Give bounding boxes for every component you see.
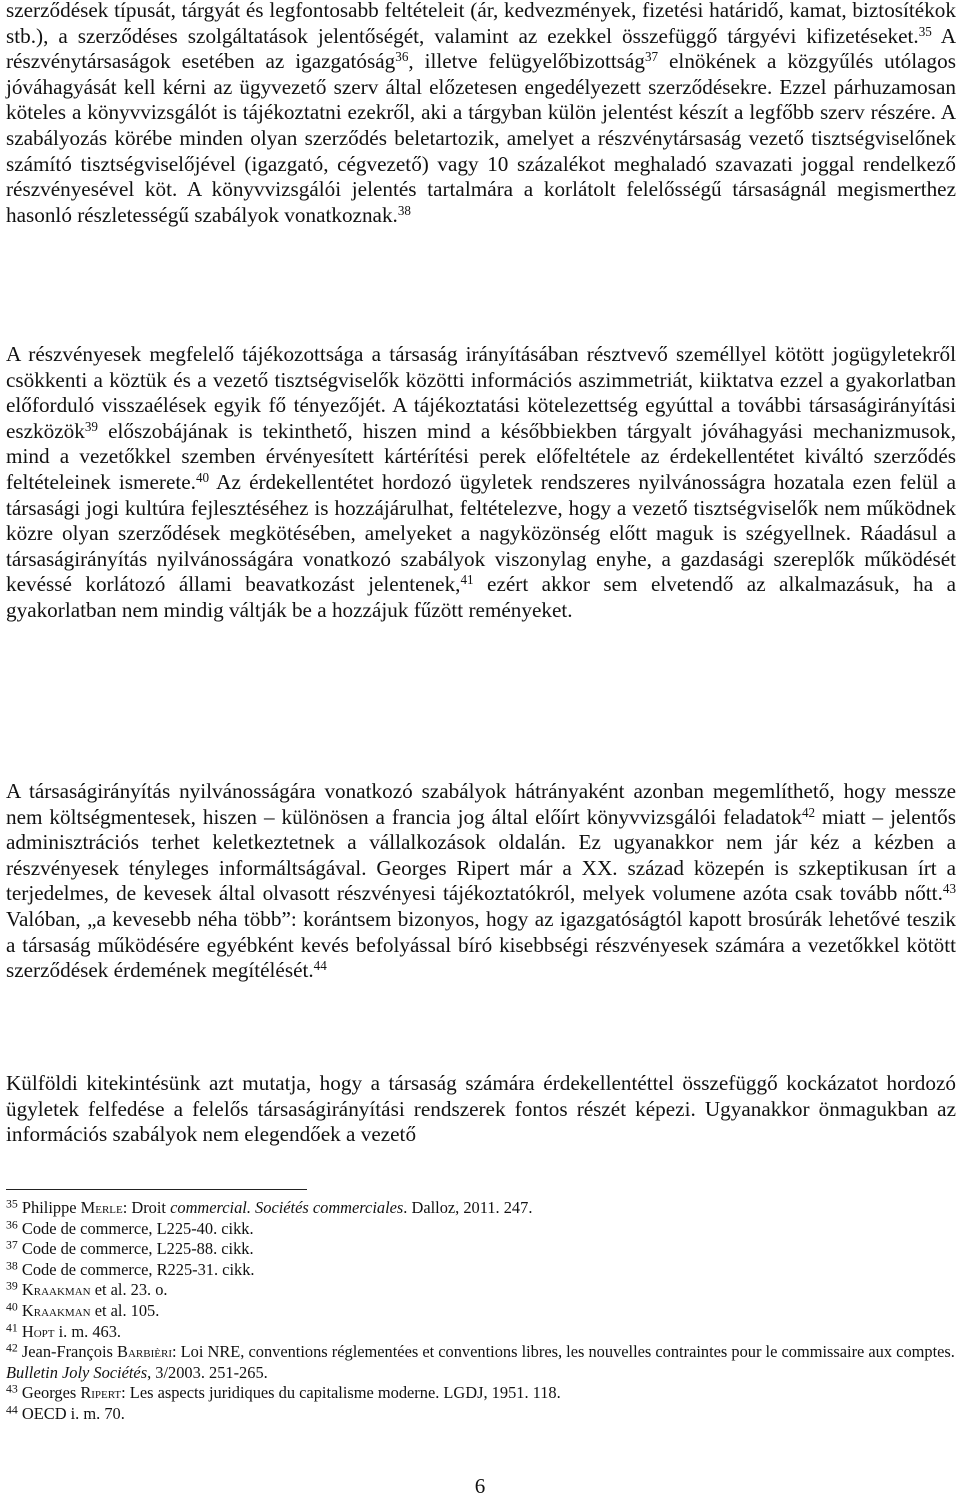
- footnote-ref[interactable]: 42: [801, 804, 816, 820]
- paragraph-3: [6, 779, 956, 984]
- page-number: 6: [474, 1474, 486, 1498]
- footnote-ref[interactable]: 35: [918, 23, 932, 39]
- footnote-36: $^{36}$ Code de commerce, L225-40. cikk.: [6, 1217, 254, 1238]
- footnote-ref[interactable]: 44: [313, 957, 327, 973]
- footnote-number: 41: [6, 1320, 18, 1335]
- footnote-ref[interactable]: 43: [942, 881, 956, 897]
- footnote-ref[interactable]: 41: [460, 572, 474, 588]
- work-title: commercial. Sociétés commerciales: [170, 1198, 404, 1217]
- author-name: Hopt: [21, 1321, 55, 1341]
- footnote-number: 38: [6, 1258, 18, 1273]
- footnotes: [6, 1198, 956, 1425]
- paragraph-text: Az érdekellentétet hordozó ügyletek rendszeres nyilvánosságra hozatala ezen felül a társasági jogi kultúra fejlesztéséhez is hozzájárulhat, feltételezve, hogy a vezető tisztségviselők nem működnek közre olyan szerződések megkötésében, amelyeket a nagyközönség előtt maguk is szégyellnek. Ráadásul a társaságirányítás nyilvánosságára vonatkozó szabályok viszonylag enyhe, a gazdasági szereplők működését kevéssé korlátozó állami beavatkozást jelentenek,: [6, 469, 956, 597]
- footnote-number: 35: [6, 1196, 18, 1211]
- work-title: Bulletin Joly Sociétés: [6, 1362, 148, 1382]
- footnote-44: $^{44}$ OECD i. m. 70.: [6, 1402, 125, 1423]
- paragraph-2: [6, 342, 956, 624]
- footnote-41: $^{41}$ Hopt i. m. 463.: [6, 1320, 122, 1341]
- footnote-43: $^{43}$ Georges Ripert: Les aspects juridiques du capitalisme moderne. LGDJ, 1951. 118.: [6, 1382, 561, 1403]
- paragraph-text: előszobájának is tekinthető, hiszen mind a későbbiekben tárgyalt jóváhagyási mechanizmusok, mind a vezetőkkel szemben érvényesített kártérítési perek előfeltétele az érdekellentétet kiváltó szerződés feltételeinek ismerete.: [6, 418, 956, 494]
- paragraph-text: , illetve felügyelőbizottság: [408, 49, 645, 74]
- paragraph-text: Külföldi kitekintésünk azt mutatja, hogy a társaság számára érdekellentéttel összefüggő kockázatot hordozó ügyletek felfedése a felelős társaságirányítási rendszerek fontos részét képezi. Ugyanakkor önmagukban az információs szabályok nem elegendőek a vezető: [6, 1071, 956, 1147]
- paragraph-text: A részvényesek megfelelő tájékozottsága a társaság irányításában résztvevő személlyel kötött jogügyletekről csökkenti a köztük és a vezető tisztségviselők közötti információs aszimmetriát, kiiktatva ezzel a gyakorlatban előforduló visszaélések egyik fő tényezőjét. A tájékoztatási kötelezettség egyúttal a további társaságirányítási eszközök: [6, 342, 956, 443]
- footnote-ref[interactable]: 40: [195, 469, 210, 485]
- author-name: Kraakman: [21, 1300, 91, 1320]
- paragraph-1: [6, 0, 956, 228]
- footnote-37: $^{37}$ Code de commerce, L225-88. cikk.: [6, 1237, 254, 1259]
- author-name: Merle: [80, 1198, 123, 1217]
- paragraph-text: miatt – jelentős adminisztrációs terhet keletkeztetnek a vállalkozások oldalán. Ez ugyanakkor nem jár kéz a kézben a részvényesek tényleges informáltságával. Georges Ripert már a XX. század közepén is szkeptikusan írt a terjedelmes, de kevesek által olvasott részvényesi tájékoztatókról, melyek volumene azóta csak tovább nőtt.: [6, 804, 956, 906]
- footnote-42: $^{42}$ Jean-François Barbièri: Loi NRE, conventions réglementées et conventions libres, les nouvelles contraintes pour le commissaire aux comptes. Bulletin Joly Sociétés, 3/2003. 251-265.: [6, 1340, 955, 1382]
- footnote-ref[interactable]: 39: [84, 418, 98, 434]
- paragraph-4: [6, 1071, 956, 1148]
- footnote-number: 39: [6, 1279, 18, 1294]
- footnote-separator: [6, 1189, 307, 1190]
- footnote-number: 36: [6, 1217, 18, 1232]
- footnote-40: $^{40}$ Kraakman et al. 105.: [6, 1299, 160, 1320]
- paragraph-text: elnökének a közgyűlés utólagos jóváhagyását kell kérni az ügyvezető szerv által előzetesen engedélyezett szerződésekre. Ezzel párhuzamosan köteles a könyvvizsgálót is tájékoztatni ezekről, aki a tárgyban külön jelentést készít a legfőbb szerv részére. A szabályozás körébe minden olyan szerződés beletartozik, amelyet a részvénytársaság vezető tisztségviselőnek számító tisztségviselőjével (igazgató, cégvezető) vagy 10 százalékot meghaladó szavazati joggal rendelkező részvényesével köt. A könyvvizsgálói jelentés tartalmára a korlátolt felelősségű társaságnál megismerthez hasonló részletességű szabályok vonatkoznak.: [6, 49, 956, 227]
- footnote-35: $^{35}$ Philippe Merle: Droit commercial. Sociétés commerciales. Dalloz, 2011. 247.: [6, 1196, 533, 1217]
- paragraph-text: A részvénytársaságok esetében az igazgatóság: [6, 23, 956, 74]
- footnote-number: 42: [6, 1340, 18, 1355]
- footnote-number: 43: [6, 1382, 18, 1397]
- footnote-number: 37: [6, 1237, 18, 1252]
- footnote-ref[interactable]: 37: [644, 48, 659, 64]
- author-name: Ripert: [80, 1383, 122, 1403]
- footnote-38: $^{38}$ Code de commerce, R225-31. cikk.: [6, 1258, 255, 1279]
- author-name: Kraakman: [21, 1280, 91, 1300]
- author-name: Barbièri: [117, 1342, 172, 1362]
- footnote-ref[interactable]: 38: [397, 202, 411, 218]
- footnote-ref[interactable]: 36: [395, 48, 409, 64]
- footnote-number: 44: [6, 1402, 18, 1417]
- paragraph-text: A társaságirányítás nyilvánosságára vonatkozó szabályok hátrányaként azonban megemlíthető, hogy messze nem költségmentesek, hiszen – különösen a francia jog által előírt könyvvizsgálói feladatok: [6, 779, 956, 829]
- footnote-39: $^{39}$ Kraakman et al. 23. o.: [6, 1279, 168, 1300]
- paragraph-text: ezért akkor sem elvetendő az alkalmazásuk, ha a gyakorlatban nem mindig váltják be a hozzájuk fűzött reményeket.: [6, 572, 956, 622]
- footnote-number: 40: [6, 1299, 18, 1314]
- paragraph-text: Valóban, „a kevesebb néha több”: korántsem bizonyos, hogy az igazgatóságtól kapott brosúrák lehetővé teszik a társaság működésére egyébként kevés befolyással bíró kisebbségi részvényesek számára a vezetőkkel kötött szerződések érdemének megítélését.: [6, 906, 956, 983]
- paragraph-text: szerződések típusát, tárgyát és legfontosabb feltételeit (ár, kedvezmények, fizetési határidő, kamat, biztosítékok stb.), a szerződéses szolgáltatások jelentőségét, valamint az ezekkel összefüggő tárgyévi kifizetéseket.: [6, 0, 956, 48]
